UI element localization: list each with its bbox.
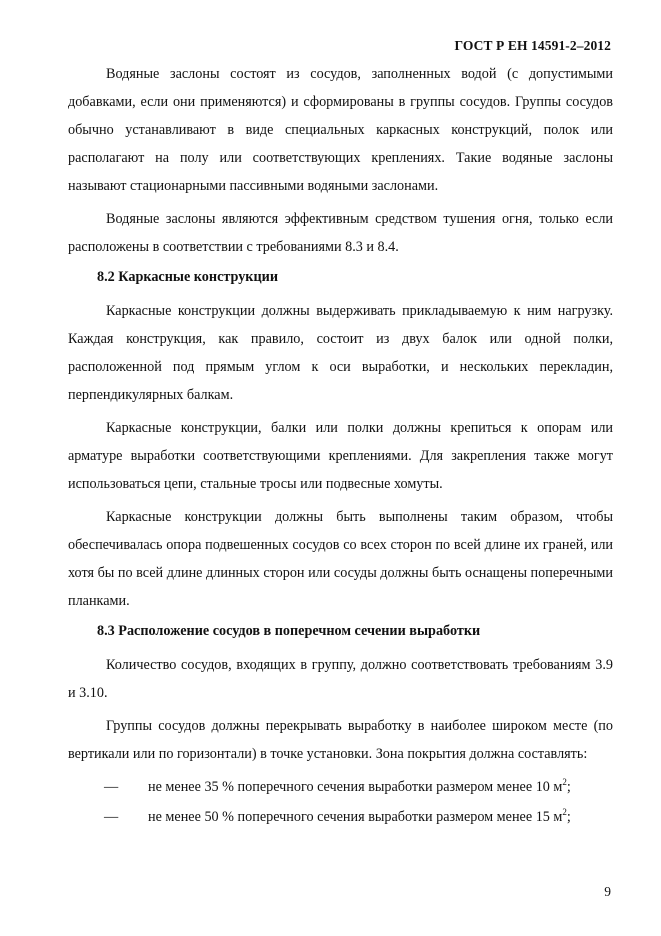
list-item-text [148,772,571,802]
page-body [68,60,613,832]
paragraph-water-barriers-effectiveness: Водяные заслоны являются эффективным средством тушения огня, только если расположены в соответствии с требованиями 8.3 и 8.4. [68,211,613,255]
section-heading-8-3: 8.3 Расположение сосудов в поперечном сечении выработки [97,623,481,639]
list-item-punct: ; [566,809,571,825]
list-item [68,802,613,832]
paragraph-frame-support: Каркасные конструкции должны быть выполнены таким образом, чтобы обеспечивалась опора подвешенных сосудов со всех сторон по всей длине их граней, или хотя бы по всей длине длинных сторон или сосуды должны быть оснащены поперечными планками. [68,509,613,609]
section-heading-8-2: 8.2 Каркасные конструкции [97,269,279,285]
list-dash: — [104,809,119,825]
page-number: 9 [604,884,611,899]
paragraph-frame-fastening: Каркасные конструкции, балки или полки должны крепиться к опорам или арматуре выработки соответствующими креплениями. Для закрепления также могут использоваться цепи, стальные тросы или подвесные хомуты. [68,420,613,492]
paragraph-coverage-zone: Группы сосудов должны перекрывать выработку в наиболее широком месте (по вертикали или по горизонтали) в точке установки. Зона покрытия должна составлять: [68,718,613,762]
superscript-exponent: 2 [562,777,567,787]
list-item-punct: ; [566,779,571,795]
list-item-body: не менее 35 % поперечного сечения выработки размером менее 10 м [148,779,563,795]
list-item-text [148,802,571,832]
superscript-exponent: 2 [562,807,567,817]
document-header-code: ГОСТ Р ЕН 14591-2–2012 [454,38,611,53]
list-item [68,772,613,802]
paragraph-vessel-count: Количество сосудов, входящих в группу, должно соответствовать требованиям 3.9 и 3.10. [68,657,613,701]
paragraph-frame-load: Каркасные конструкции должны выдерживать прикладываемую к ним нагрузку. Каждая конструкция, как правило, состоит из двух балок или одной полки, расположенной под прямым углом к оси выработки, и нескольких перекладин, перпендикулярных балкам. [68,303,613,403]
list-item-body: не менее 50 % поперечного сечения выработки размером менее 15 м [148,809,563,825]
list-dash: — [104,779,119,795]
paragraph-water-barriers-composition: Водяные заслоны состоят из сосудов, заполненных водой (с допустимыми добавками, если они применяются) и сформированы в группы сосудов. Группы сосудов обычно устанавливают в виде специальных каркасных конструкций, полок или располагают на полу или соответствующих креплениях. Такие водяные заслоны называют стационарными пассивными водяными заслонами. [68,66,613,194]
